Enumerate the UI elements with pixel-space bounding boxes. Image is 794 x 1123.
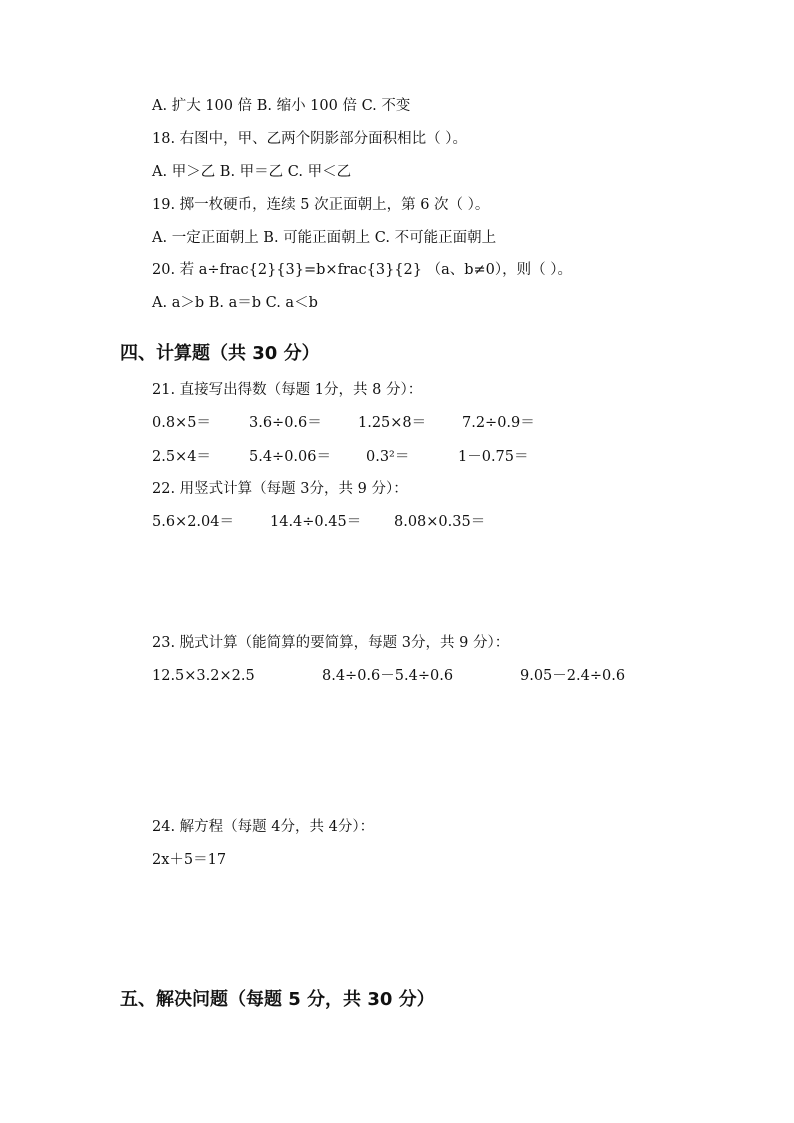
q21-item: 1.25×8＝ [358, 415, 427, 431]
q17-options: A. 扩大 100 倍 B. 缩小 100 倍 C. 不变 [152, 98, 411, 114]
q18-options: A. 甲＞乙 B. 甲＝乙 C. 甲＜乙 [152, 164, 352, 180]
q22-item: 5.6×2.04＝ [152, 514, 234, 530]
q21-item: 0.8×5＝ [152, 415, 211, 431]
section4-title: 四、计算题（共 30 分） [120, 343, 320, 364]
q22-item: 8.08×0.35＝ [394, 514, 486, 530]
q21-stem: 21. 直接写出得数（每题 1分，共 8 分）： [152, 382, 423, 398]
q18-stem: 18. 右图中，甲、乙两个阴影部分面积相比（ ）。 [152, 131, 468, 147]
q22-stem: 22. 用竖式计算（每题 3分，共 9 分）： [152, 481, 408, 497]
section5-title: 五、解决问题（每题 5 分，共 30 分） [120, 989, 435, 1010]
q19-stem: 19. 掷一枚硬币，连续 5 次正面朝上，第 6 次（ ）。 [152, 197, 490, 213]
q23-stem: 23. 脱式计算（能简算的要简算，每题 3分，共 9 分）： [152, 635, 510, 651]
q23-item: 12.5×3.2×2.5 [152, 668, 255, 684]
q21-item: 0.3²＝ [366, 449, 410, 465]
q21-item: 5.4÷0.06＝ [249, 449, 331, 465]
q24-equation: 2x＋5＝17 [152, 852, 227, 868]
q23-item: 9.05－2.4÷0.6 [520, 668, 626, 684]
q22-item: 14.4÷0.45＝ [270, 514, 362, 530]
q24-stem: 24. 解方程（每题 4分，共 4分）： [152, 819, 375, 835]
q21-item: 1－0.75＝ [458, 449, 529, 465]
q21-item: 3.6÷0.6＝ [249, 415, 322, 431]
q20-options: A. a＞b B. a＝b C. a＜b [152, 295, 318, 311]
q19-options: A. 一定正面朝上 B. 可能正面朝上 C. 不可能正面朝上 [152, 230, 497, 246]
q21-item: 2.5×4＝ [152, 449, 211, 465]
q20-stem: 20. 若 a÷frac{2}{3}=b×frac{3}{2} （a、b≠0），则（ ）。 [152, 262, 573, 278]
q23-item: 8.4÷0.6－5.4÷0.6 [322, 668, 454, 684]
q21-item: 7.2÷0.9＝ [462, 415, 535, 431]
